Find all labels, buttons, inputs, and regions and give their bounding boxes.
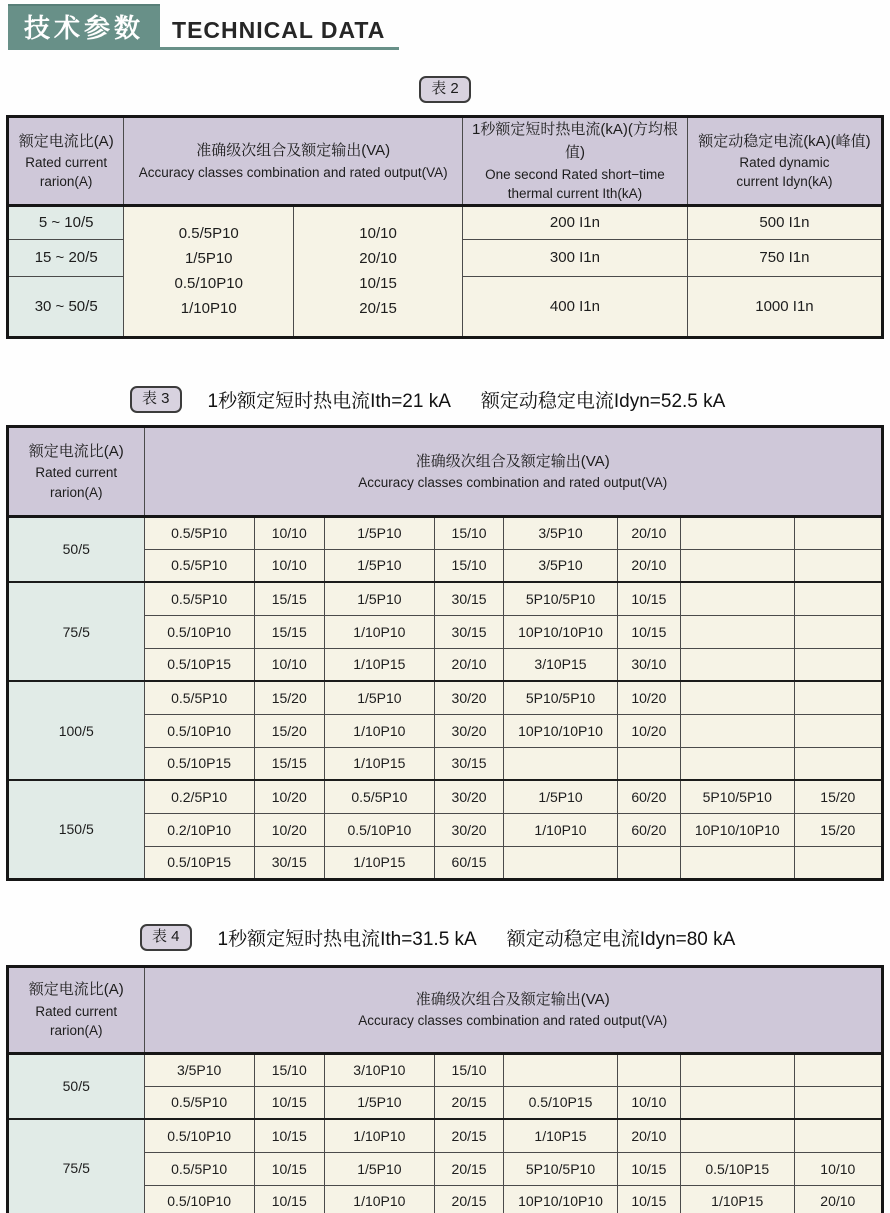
empty-cell [680, 549, 794, 582]
data-cell: 1/10P10 [504, 813, 618, 846]
data-cell: 30/15 [254, 846, 324, 879]
table2 [6, 115, 884, 339]
data-cell: 3/10P10 [324, 1053, 434, 1086]
data-cell: 60/20 [617, 813, 680, 846]
data-cell: 30/20 [435, 714, 504, 747]
data-cell: 0.5/10P10 [144, 615, 254, 648]
data-cell: 0.5/5P10 [144, 681, 254, 714]
empty-cell [794, 582, 882, 615]
data-cell: 0.5/10P15 [144, 648, 254, 681]
ratio-cell: 75/5 [8, 1119, 145, 1213]
data-cell: 60/15 [435, 846, 504, 879]
data-cell: 10/20 [254, 813, 324, 846]
data-cell: 10/20 [617, 681, 680, 714]
table3-title: 1秒额定短时热电流Ith=21 kA 额定动稳定电流Idyn=52.5 kA [207, 390, 726, 412]
data-cell: 30/15 [435, 747, 504, 780]
data-cell: 20/15 [435, 1086, 504, 1119]
data-cell: 10/10 [254, 648, 324, 681]
data-cell: 0.5/5P10 [144, 516, 254, 549]
data-cell: 10P10/10P10 [680, 813, 794, 846]
data-cell: 3/5P10 [504, 549, 618, 582]
data-cell: 20/10 [617, 516, 680, 549]
thermal-cell: 200 I1n [463, 205, 688, 239]
data-cell: 10/10 [254, 516, 324, 549]
empty-cell [794, 846, 882, 879]
data-cell: 10/10 [254, 549, 324, 582]
empty-cell [504, 846, 618, 879]
empty-cell [794, 648, 882, 681]
dynamic-cell: 750 I1n [687, 239, 882, 276]
data-cell: 1/10P15 [680, 1185, 794, 1213]
data-cell: 1/10P15 [504, 1119, 618, 1152]
table2-badge: 表 2 [419, 76, 471, 103]
header-thermal-current: 1秒额定短时热电流(kA)(方均根值) One second Rated short−time thermal current Ith(kA) [463, 117, 688, 206]
table-row [8, 1119, 883, 1152]
empty-cell [680, 846, 794, 879]
data-cell: 0.5/5P10 [144, 1086, 254, 1119]
page-title-zh: 技术参数 [8, 4, 160, 50]
data-cell: 20/15 [435, 1185, 504, 1213]
data-cell: 30/20 [435, 780, 504, 813]
empty-cell [680, 582, 794, 615]
table-row [8, 681, 883, 714]
empty-cell [680, 1119, 794, 1152]
data-cell: 15/20 [254, 714, 324, 747]
data-cell: 20/10 [435, 648, 504, 681]
data-cell: 1/5P10 [324, 1086, 434, 1119]
data-cell: 30/15 [435, 615, 504, 648]
combo-cell: 0.5/5P10 1/5P10 0.5/10P10 1/10P10 [124, 205, 294, 337]
data-cell: 30/20 [435, 813, 504, 846]
data-cell: 15/10 [435, 1053, 504, 1086]
data-cell: 10/15 [617, 615, 680, 648]
data-cell: 1/5P10 [504, 780, 618, 813]
data-cell: 10/15 [617, 582, 680, 615]
table4-title: 1秒额定短时热电流Ith=31.5 kA 额定动稳定电流Idyn=80 kA [217, 928, 736, 950]
empty-cell [794, 615, 882, 648]
table-row [8, 205, 883, 239]
empty-cell [680, 681, 794, 714]
empty-cell [680, 516, 794, 549]
ratio-cell: 100/5 [8, 681, 145, 780]
data-cell: 10P10/10P10 [504, 714, 618, 747]
data-cell: 1/10P10 [324, 615, 434, 648]
data-cell: 20/15 [435, 1152, 504, 1185]
data-cell: 0.5/10P15 [504, 1086, 618, 1119]
data-cell: 0.5/5P10 [144, 582, 254, 615]
data-cell: 10/15 [254, 1185, 324, 1213]
data-cell: 10/15 [617, 1152, 680, 1185]
header-rated-current-ratio: 额定电流比(A) Rated current rarion(A) [8, 966, 145, 1053]
empty-cell [794, 516, 882, 549]
empty-cell [794, 747, 882, 780]
data-cell: 15/10 [435, 516, 504, 549]
table4-title-row [140, 924, 890, 951]
empty-cell [617, 1053, 680, 1086]
data-cell: 15/15 [254, 582, 324, 615]
data-cell: 0.2/10P10 [144, 813, 254, 846]
data-cell: 1/10P10 [324, 1185, 434, 1213]
table3-badge: 表 3 [130, 386, 182, 413]
data-cell: 10/10 [617, 1086, 680, 1119]
ratio-cell: 50/5 [8, 1053, 145, 1119]
data-cell: 10/15 [254, 1152, 324, 1185]
empty-cell [680, 615, 794, 648]
ratio-cell: 150/5 [8, 780, 145, 879]
data-cell: 5P10/5P10 [504, 1152, 618, 1185]
data-cell: 1/5P10 [324, 516, 434, 549]
empty-cell [794, 1086, 882, 1119]
table2-header-row [8, 117, 883, 206]
data-cell: 1/10P15 [324, 648, 434, 681]
data-cell: 10/20 [617, 714, 680, 747]
data-cell: 0.5/5P10 [324, 780, 434, 813]
data-cell: 15/10 [435, 549, 504, 582]
empty-cell [680, 747, 794, 780]
data-cell: 5P10/5P10 [680, 780, 794, 813]
ratio-cell: 50/5 [8, 516, 145, 582]
data-cell: 20/10 [617, 1119, 680, 1152]
empty-cell [794, 1119, 882, 1152]
data-cell: 0.5/10P15 [144, 747, 254, 780]
empty-cell [794, 549, 882, 582]
data-cell: 10P10/10P10 [504, 615, 618, 648]
empty-cell [680, 1086, 794, 1119]
data-cell: 20/15 [435, 1119, 504, 1152]
header-rated-current-ratio: 额定电流比(A) Rated current rarion(A) [8, 426, 145, 516]
data-cell: 1/10P15 [324, 846, 434, 879]
table2-badge-row [0, 76, 890, 103]
table4-header-row [8, 966, 883, 1053]
data-cell: 1/5P10 [324, 681, 434, 714]
ratio-cell: 15 ~ 20/5 [8, 239, 124, 276]
data-cell: 30/10 [617, 648, 680, 681]
data-cell: 20/10 [617, 549, 680, 582]
data-cell: 0.5/10P10 [144, 1185, 254, 1213]
data-cell: 0.5/10P15 [680, 1152, 794, 1185]
empty-cell [680, 1053, 794, 1086]
data-cell: 1/5P10 [324, 582, 434, 615]
data-cell: 10P10/10P10 [504, 1185, 618, 1213]
header-accuracy-classes: 准确级次组合及额定输出(VA) Accuracy classes combination and rated output(VA) [144, 966, 883, 1053]
data-cell: 0.5/10P10 [324, 813, 434, 846]
data-cell: 1/10P10 [324, 1119, 434, 1152]
data-cell: 60/20 [617, 780, 680, 813]
data-cell: 10/10 [794, 1152, 882, 1185]
data-cell: 15/20 [794, 780, 882, 813]
data-cell: 0.5/10P10 [144, 714, 254, 747]
ratio-cell: 30 ~ 50/5 [8, 276, 124, 337]
table3-title-row [130, 386, 890, 413]
data-cell: 10/15 [254, 1119, 324, 1152]
data-cell: 1/5P10 [324, 549, 434, 582]
header-dynamic-current: 额定动稳定电流(kA)(峰值) Rated dynamic current Idyn(kA) [687, 117, 882, 206]
empty-cell [504, 1053, 618, 1086]
table-row [8, 1053, 883, 1086]
table4-badge: 表 4 [140, 924, 192, 951]
header-accuracy-classes: 准确级次组合及额定输出(VA) Accuracy classes combination and rated output(VA) [144, 426, 883, 516]
data-cell: 15/15 [254, 615, 324, 648]
table-row [8, 582, 883, 615]
data-cell: 30/20 [435, 681, 504, 714]
data-cell: 10/20 [254, 780, 324, 813]
thermal-cell: 400 I1n [463, 276, 688, 337]
data-cell: 3/5P10 [144, 1053, 254, 1086]
data-cell: 0.5/5P10 [144, 1152, 254, 1185]
ratio-cell: 75/5 [8, 582, 145, 681]
data-cell: 5P10/5P10 [504, 582, 618, 615]
empty-cell [617, 747, 680, 780]
empty-cell [794, 681, 882, 714]
data-cell: 0.2/5P10 [144, 780, 254, 813]
table3-header-row [8, 426, 883, 516]
data-cell: 3/10P15 [504, 648, 618, 681]
output-cell: 10/10 20/10 10/15 20/15 [294, 205, 463, 337]
page-title-en: TECHNICAL DATA [160, 17, 399, 50]
data-cell: 0.5/10P10 [144, 1119, 254, 1152]
table-row [8, 780, 883, 813]
data-cell: 1/10P10 [324, 714, 434, 747]
empty-cell [680, 648, 794, 681]
empty-cell [617, 846, 680, 879]
table3 [6, 425, 884, 881]
data-cell: 15/20 [794, 813, 882, 846]
data-cell: 3/5P10 [504, 516, 618, 549]
dynamic-cell: 1000 I1n [687, 276, 882, 337]
page-header [8, 4, 890, 50]
data-cell: 15/20 [254, 681, 324, 714]
data-cell: 0.5/5P10 [144, 549, 254, 582]
header-rated-current-ratio: 额定电流比(A) Rated current rarion(A) [8, 117, 124, 206]
thermal-cell: 300 I1n [463, 239, 688, 276]
empty-cell [504, 747, 618, 780]
data-cell: 20/10 [794, 1185, 882, 1213]
empty-cell [794, 714, 882, 747]
empty-cell [680, 714, 794, 747]
data-cell: 15/15 [254, 747, 324, 780]
empty-cell [794, 1053, 882, 1086]
dynamic-cell: 500 I1n [687, 205, 882, 239]
header-accuracy-classes: 准确级次组合及额定输出(VA) Accuracy classes combination and rated output(VA) [124, 117, 463, 206]
data-cell: 5P10/5P10 [504, 681, 618, 714]
data-cell: 30/15 [435, 582, 504, 615]
data-cell: 10/15 [617, 1185, 680, 1213]
data-cell: 0.5/10P15 [144, 846, 254, 879]
table-row [8, 516, 883, 549]
data-cell: 1/5P10 [324, 1152, 434, 1185]
data-cell: 10/15 [254, 1086, 324, 1119]
table4 [6, 965, 884, 1213]
data-cell: 1/10P15 [324, 747, 434, 780]
data-cell: 15/10 [254, 1053, 324, 1086]
ratio-cell: 5 ~ 10/5 [8, 205, 124, 239]
